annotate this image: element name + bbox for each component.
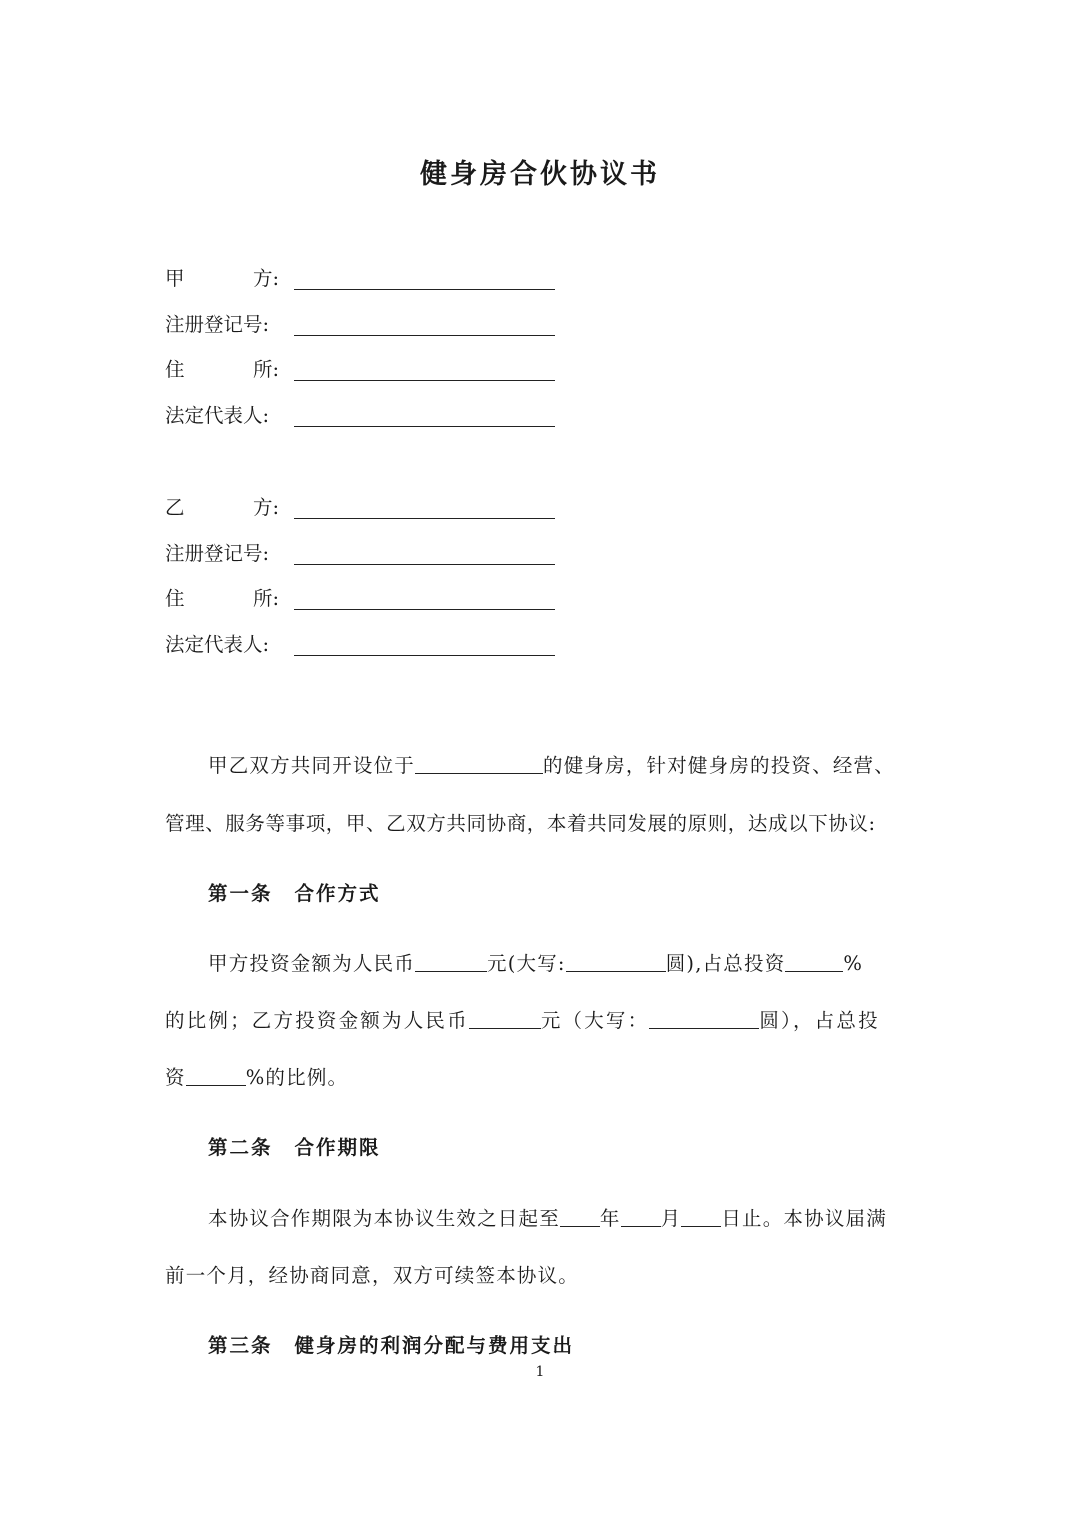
fill-in-line[interactable] (294, 655, 555, 656)
article-3-heading: 第三条 健身房的利润分配与费用支出 (208, 1334, 575, 1357)
fill-in-line[interactable] (294, 380, 555, 381)
year-blank[interactable] (560, 1206, 600, 1227)
location-blank[interactable] (415, 753, 543, 774)
article-1-line-3: 资 %的比例。 (165, 1066, 349, 1089)
percent-blank[interactable] (186, 1065, 246, 1086)
fill-in-line[interactable] (294, 609, 555, 610)
amount-blank[interactable] (469, 1008, 541, 1029)
article-2-heading: 第二条 合作期限 (208, 1136, 381, 1159)
fill-in-line[interactable] (294, 335, 555, 336)
field-label: 注册登记号: (165, 313, 270, 336)
article-2-line-1: 本协议合作期限为本协议生效之日起至 年 月 日止。本协议届满 (208, 1207, 887, 1230)
field-label: 法定代表人: (165, 633, 270, 656)
field-label: 注册登记号: (165, 542, 270, 565)
month-blank[interactable] (621, 1206, 661, 1227)
article-1-line-2: 的比例；乙方投资金额为人民币 元（大写： 圆），占总投 (165, 1009, 880, 1032)
day-blank[interactable] (681, 1206, 721, 1227)
fill-in-line[interactable] (294, 518, 555, 519)
percent-blank[interactable] (785, 951, 843, 972)
field-label: 乙 方: (165, 496, 280, 519)
field-label: 住 所: (165, 587, 280, 610)
amount-words-blank[interactable] (649, 1008, 759, 1029)
field-label: 法定代表人: (165, 404, 270, 427)
intro-line-2: 管理、服务等事项，甲、乙双方共同协商，本着共同发展的原则，达成以下协议: (165, 812, 876, 835)
fill-in-line[interactable] (294, 289, 555, 290)
amount-blank[interactable] (415, 951, 487, 972)
article-1-heading: 第一条 合作方式 (208, 882, 381, 905)
amount-words-blank[interactable] (566, 951, 666, 972)
field-label: 住 所: (165, 358, 280, 381)
document-title: 健身房合伙协议书 (420, 159, 660, 190)
intro-line-1: 甲乙双方共同开设位于 的健身房，针对健身房的投资、经营、 (208, 754, 895, 777)
article-1-line-1: 甲方投资金额为人民币 元(大写: 圆),占总投资 % (208, 952, 864, 975)
page-number: 1 (535, 1364, 545, 1380)
article-2-line-2: 前一个月，经协商同意，双方可续签本协议。 (165, 1264, 580, 1287)
fill-in-line[interactable] (294, 426, 555, 427)
fill-in-line[interactable] (294, 564, 555, 565)
field-label: 甲 方: (165, 267, 280, 290)
